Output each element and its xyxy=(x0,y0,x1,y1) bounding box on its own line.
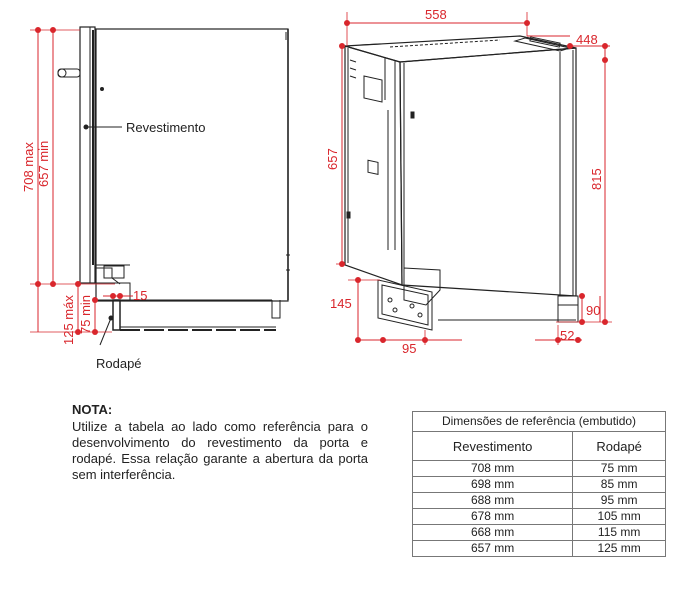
table-cell: 115 mm xyxy=(573,525,666,541)
dim-75-min: 75 min xyxy=(78,294,93,334)
dim-145: 145 xyxy=(330,296,352,311)
dim-815: 815 xyxy=(589,168,604,190)
table-row xyxy=(413,461,666,477)
dim-708-max: 708 max xyxy=(21,142,36,192)
front-view-dimensions xyxy=(336,12,612,345)
table-cell: 698 mm xyxy=(413,477,573,493)
dim-125-max: 125 máx xyxy=(61,295,76,345)
table-cell: 85 mm xyxy=(573,477,666,493)
table-cell: 708 mm xyxy=(413,461,573,477)
table-cell: 95 mm xyxy=(573,493,666,509)
dim-448: 448 xyxy=(576,32,598,47)
reference-dimensions-table xyxy=(412,411,666,557)
table-cell: 678 mm xyxy=(413,509,573,525)
baseboard xyxy=(113,300,120,330)
door-handle xyxy=(58,69,80,77)
note-title: NOTA: xyxy=(72,402,113,417)
label-revestimento: Revestimento xyxy=(126,120,206,135)
table-row xyxy=(413,477,666,493)
table-cell: 668 mm xyxy=(413,525,573,541)
dim-558: 558 xyxy=(425,7,447,22)
dim-657-min: 657 min xyxy=(36,140,51,187)
table-cell: 657 mm xyxy=(413,541,573,557)
table-row xyxy=(413,525,666,541)
table-cell: 125 mm xyxy=(573,541,666,557)
table-row xyxy=(413,541,666,557)
dim-657-front: 657 xyxy=(325,148,340,170)
dim-90: 90 xyxy=(586,303,601,318)
dim-15: 15 xyxy=(133,288,148,303)
note-block xyxy=(72,402,368,483)
front-view xyxy=(345,36,578,330)
table-cell: 75 mm xyxy=(573,461,666,477)
note-text: Utilize a tabela ao lado como referência para o desenvolvimento do revestimento da porta e rodapé. Essa relação garante a abertura da porta sem interferência. xyxy=(72,419,368,482)
table-caption: Dimensões de referência (embutido) xyxy=(412,411,666,431)
dim-52: 52 xyxy=(560,328,575,343)
dim-95: 95 xyxy=(402,341,417,356)
side-cabinet-body xyxy=(96,29,288,301)
label-rodape: Rodapé xyxy=(96,356,142,371)
table-row xyxy=(413,509,666,525)
table-row xyxy=(413,493,666,509)
table-header-rodape: Rodapé xyxy=(573,432,666,461)
table-header-revestimento: Revestimento xyxy=(413,432,573,461)
table-cell: 688 mm xyxy=(413,493,573,509)
table-cell: 105 mm xyxy=(573,509,666,525)
